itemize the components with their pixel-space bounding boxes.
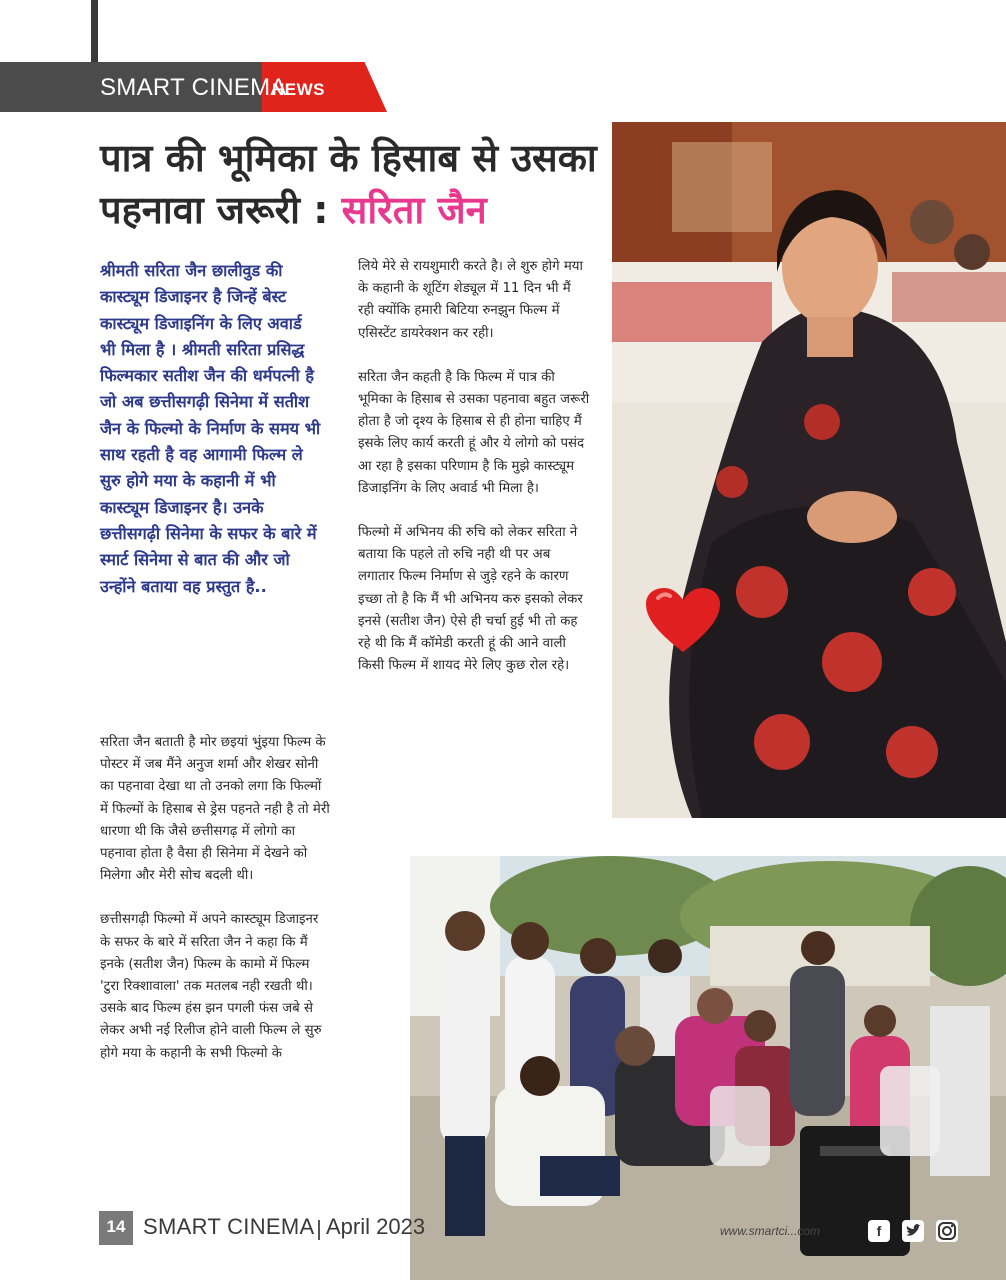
top-vertical-rule — [91, 0, 98, 62]
heart-icon — [644, 586, 722, 656]
footer-brand: SMART CINEMA — [143, 1214, 315, 1239]
headline-line1: पात्र की भूमिका के हिसाब से उसका — [100, 136, 597, 180]
intro-paragraph: श्रीमती सरिता जैन छालीवुड की कास्ट्यूम डिजाइनर है जिन्हें बेस्ट कास्ट्यूम डिजाइनिंग के लिए अवार्ड भी मिला है । श्रीमती सरिता प्रसिद्ध फिल्मकार सतीश जैन की धर्मपत्नी है जो अब छत्तीसगढ़ी सिनेमा में सतीश जैन के फिल्मो के निर्माण के समय भी साथ रहती है वह आगामी फिल्म ले सुरु होगे मया के कहानी में भी कास्ट्यूम डिजाइनर है। उनके छत्तीसगढ़ी सिनेमा के सफर के बारे में स्मार्ट सिनेमा से बात की और जो उन्होंने बताया वह प्रस्तुत है.. — [100, 261, 321, 596]
headline-line2 — [100, 184, 600, 236]
footer-date: April 2023 — [326, 1214, 426, 1239]
headline — [100, 132, 600, 236]
headline-name: सरिता जैन — [341, 188, 487, 232]
body-paragraph: छत्तीसगढ़ी फिल्मो में अपने कास्ट्यूम डिजाइनर के सफर के बारे में सरिता जैन ने कहा कि मैं इनके (सतीश जैन) फिल्म के कामो में फिल्म 'टुरा रिक्शावाला' तक मतलब नही रखती थी। उसके बाद फिल्म हंस झन पगली फंस जबे से लेकर अभी नई रिलीज होने वाली फिल्म ले सुरु होगे मया के कहानी के सभी फिल्मो के — [100, 912, 322, 1061]
article-column-2 — [358, 256, 590, 677]
twitter-icon[interactable] — [902, 1220, 924, 1242]
group-photo — [410, 856, 1006, 1280]
footer-url[interactable]: www.smartci...com — [720, 1224, 821, 1238]
facebook-icon[interactable]: f — [868, 1220, 890, 1242]
headline-line2-prefix: पहनावा जरूरी — [100, 188, 300, 232]
footer-separator — [318, 1220, 320, 1240]
body-paragraph: लिये मेरे से रायशुमारी करते है। ले शुरु होगे मया के कहानी के शूटिंग शेड्यूल में 11 दिन भी मैं रही क्योंकि हमारी बिटिया रुनझुन फिल्म में एसिस्टेंट डायरेक्शन कर रही। — [358, 259, 583, 341]
portrait-photo-illustration — [612, 122, 1006, 818]
body-paragraph: फिल्मो में अभिनय की रुचि को लेकर सरिता ने बताया कि पहले तो रुचि नही थी पर अब लगातार फिल्म निर्माण से जुड़े रहने के कारण इच्छा तो है कि मैं भी अभिनय करु इसको लेकर इनसे (सतीश जैन) ऐसे ही चर्चा हुई भी तो कह रहे थी कि मैं कॉमेडी करती हूं की आने वाली किसी फिल्म में शायद मेरे लिए कुछ रोल रहे। — [358, 525, 583, 674]
page-number: 14 — [106, 1217, 126, 1236]
body-paragraph: सरिता जैन कहती है कि फिल्म में पात्र की भूमिका के हिसाब से उसका पहनावा बहुत जरूरी होता है जो दृश्य के हिसाब से ही होना चाहिए मैं इसके लिए कार्य करती हूं और ये लोगो को पसंद आ रहा है इसका परिणाम है कि मुझे कास्ट्यूम डिजाइनिंग के लिए अवार्ड भी मिला है। — [358, 369, 590, 496]
body-paragraph: सरिता जैन बताती है मोर छइयां भुंइया फिल्म के पोस्टर में जब मैंने अनुज शर्मा और शेखर सोनी का पहनावा देखा था तो उनको लगा कि फिल्मों में फिल्मों के हिसाब से ड्रेस पहनते नही है तो मेरी धारणा थी कि जैसे छत्तीसगढ़ में लोगो का पहनावा होता है वैसा ही सिनेमा में देखने को मिलेगा और मेरी सोच बदली थी। — [100, 735, 330, 884]
instagram-icon[interactable] — [936, 1220, 958, 1242]
portrait-photo — [612, 122, 1006, 818]
section-title: SMART CINEMA — [100, 74, 287, 101]
headline-separator: : — [300, 188, 342, 232]
section-subtitle: NEWS — [272, 80, 325, 99]
article-column-1 — [100, 732, 332, 1065]
group-photo-illustration — [410, 856, 1006, 1280]
